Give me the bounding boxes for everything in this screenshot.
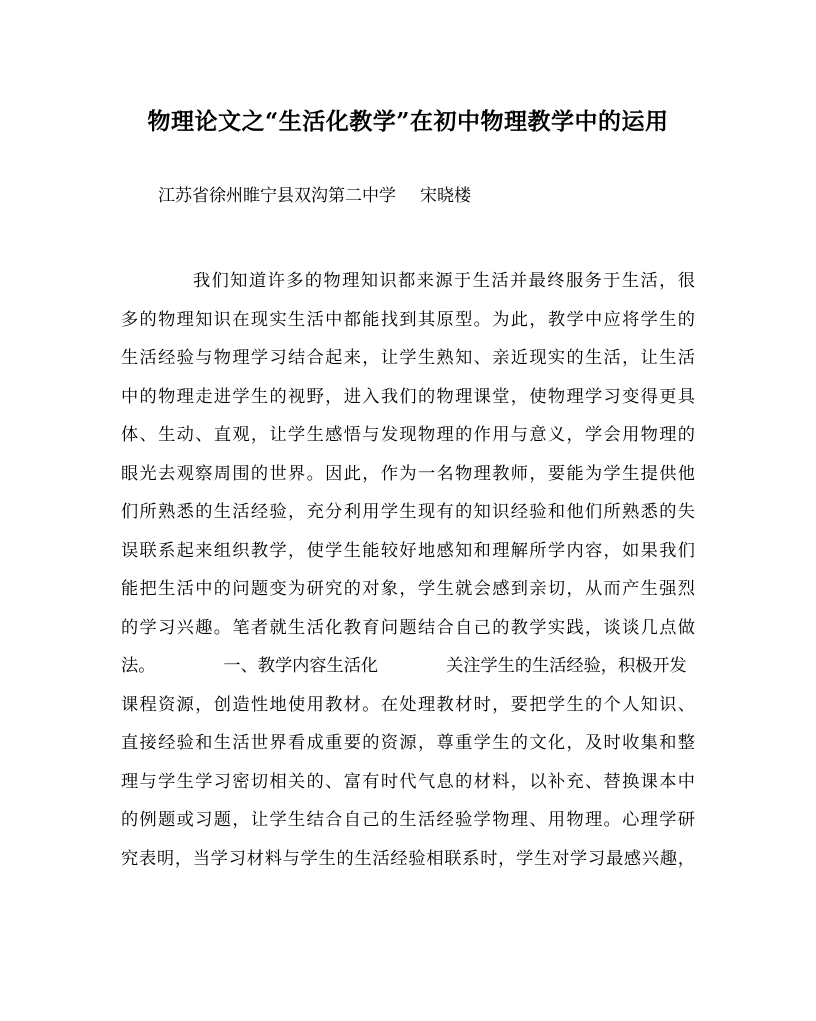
author-line xyxy=(158,184,471,208)
body-line: 生活经验与物理学习结合起来，让学生熟知、亲近现实的生活，让生活 xyxy=(121,348,695,368)
section-intro-text: 关注学生的生活经验，积极开发 xyxy=(446,656,687,676)
body-paragraph xyxy=(121,262,695,878)
body-line: 直接经验和生活世界看成重要的资源，尊重学生的文化，及时收集和整 xyxy=(121,733,695,753)
section-heading-line xyxy=(121,647,695,686)
body-line: 课程资源，创造性地使用教材。在处理教材时，要把学生的个人知识、 xyxy=(121,694,695,715)
body-line: 眼光去观察周围的世界。因此，作为一名物理教师，要能为学生提供他 xyxy=(121,463,695,484)
body-line: 我们知道许多的物理知识都来源于生活并最终服务于生活，很 xyxy=(193,271,695,291)
body-line: 的例题或习题，让学生结合自己的生活经验学物理、用物理。心理学研 xyxy=(121,810,695,830)
author-name: 宋晓楼 xyxy=(420,186,471,206)
body-line: 体、生动、直观，让学生感悟与发现物理的作用与意义，学会用物理的 xyxy=(121,425,695,445)
body-line: 能把生活中的问题变为研究的对象，学生就会感到亲切，从而产生强烈 xyxy=(121,579,695,599)
body-line: 的学习兴趣。笔者就生活化教育问题结合自己的教学实践，谈谈几点做 xyxy=(121,617,695,638)
body-line: 们所熟悉的生活经验，充分利用学生现有的知识经验和他们所熟悉的失 xyxy=(121,502,695,522)
body-line: 多的物理知识在现实生活中都能找到其原型。为此，教学中应将学生的 xyxy=(121,309,695,330)
body-line: 究表明，当学习材料与学生的生活经验相联系时，学生对学习最感兴趣， xyxy=(121,848,695,869)
document-title: 物理论文之“生活化教学”在初中物理教学中的运用 xyxy=(147,108,669,135)
body-line: 中的物理走进学生的视野，进入我们的物理课堂，使物理学习变得更具 xyxy=(121,386,695,407)
section-heading: 一、教学内容生活化 xyxy=(223,656,379,676)
author-school: 江苏省徐州睢宁县双沟第二中学 xyxy=(158,186,396,206)
paragraph-end-text: 法。 xyxy=(121,656,156,676)
body-line: 理与学生学习密切相关的、富有时代气息的材料，以补充、替换课本中 xyxy=(121,771,695,792)
body-line: 误联系起来组织教学，使学生能较好地感知和理解所学内容，如果我们 xyxy=(121,540,695,561)
